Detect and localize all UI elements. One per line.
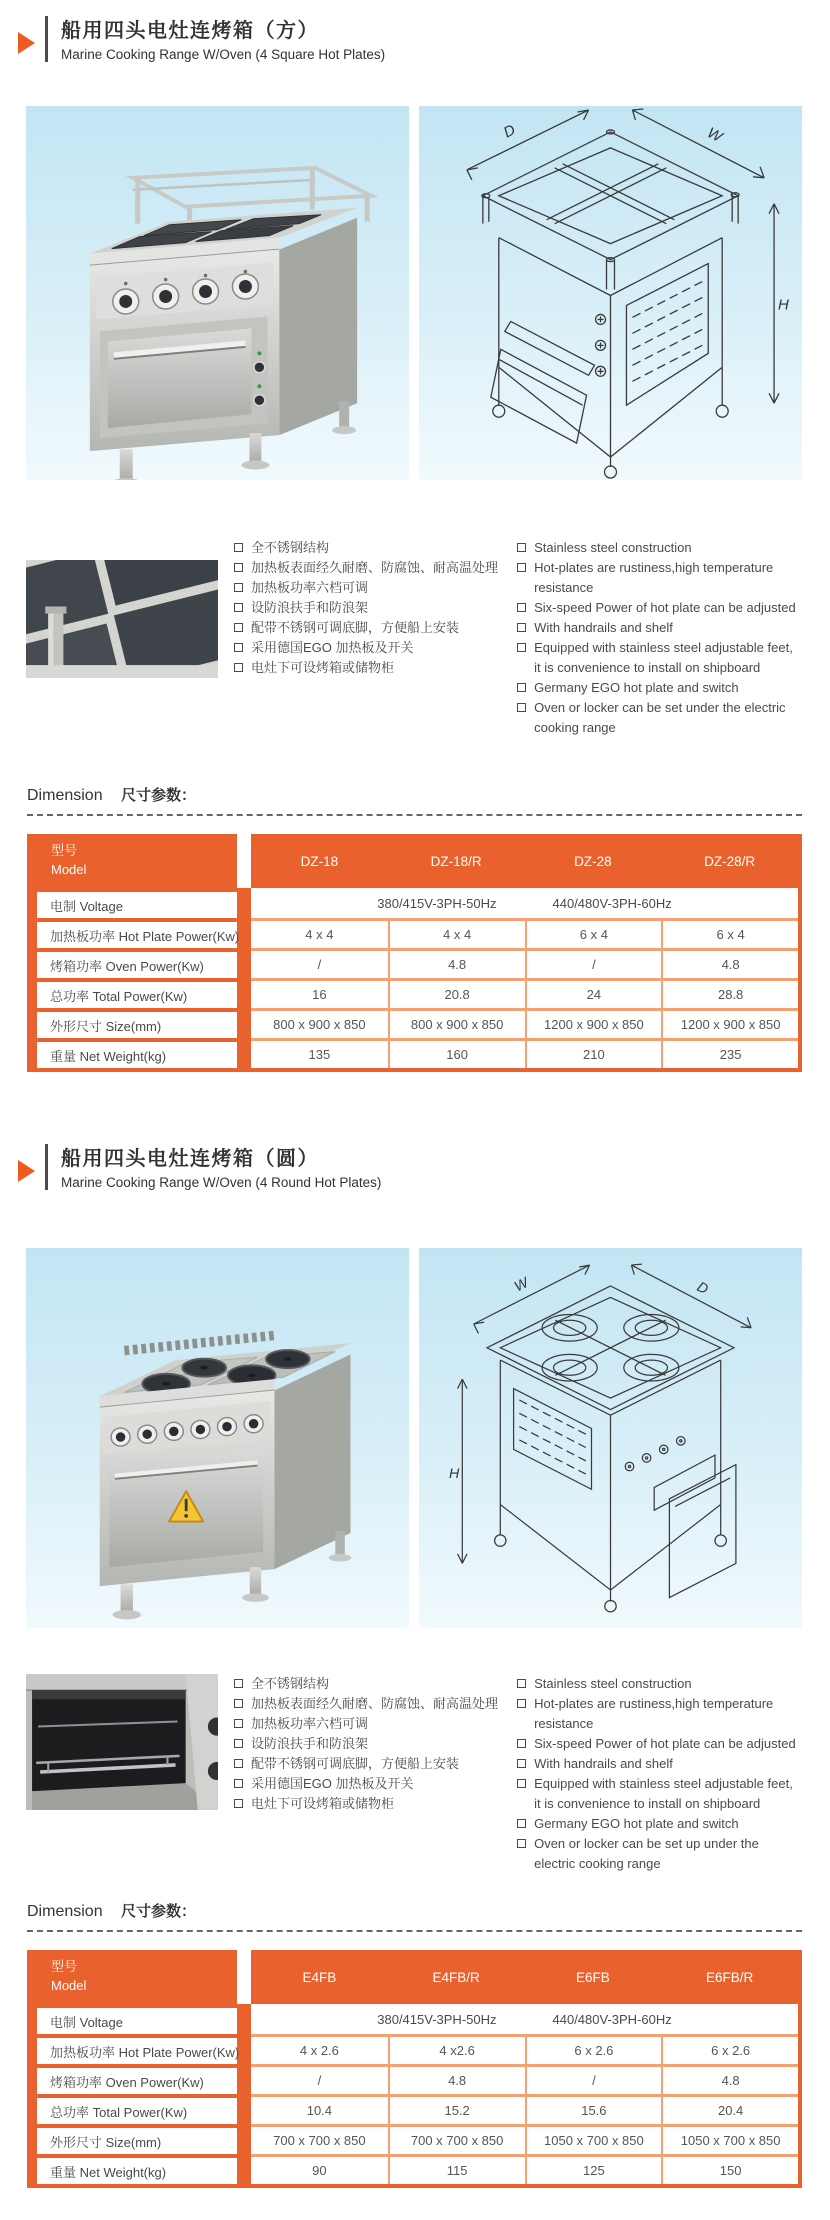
feature-list-en xyxy=(517,1674,802,1874)
features-row xyxy=(26,538,802,738)
value-cell: 1200 x 900 x 850 xyxy=(661,1008,798,1038)
feature-text: Hot-plates are rustiness,high temperature resistance xyxy=(534,1696,774,1731)
page-title-zh: 船用四头电灶连烤箱（圆） xyxy=(61,1148,319,1170)
value-cell: 1200 x 900 x 850 xyxy=(525,1008,662,1038)
dimension-label-width: W xyxy=(704,124,725,146)
feature-item xyxy=(234,558,501,578)
feature-text: 配带不锈钢可调底脚，方便船上安装 xyxy=(251,1756,460,1771)
dimension-heading xyxy=(27,784,802,816)
product-image-row xyxy=(26,1248,802,1628)
value-cell: 800 x 900 x 850 xyxy=(251,1008,388,1038)
feature-list-zh xyxy=(234,1674,501,1874)
checkbox-icon xyxy=(234,1779,243,1788)
value-cell: 4.8 xyxy=(661,948,798,978)
dimension-heading-en: Dimension xyxy=(27,1903,103,1920)
page-title-en: Marine Cooking Range W/Oven (4 Round Hot Plates) xyxy=(61,1175,382,1190)
model-name-cell: E4FB xyxy=(251,1950,388,2004)
section-round-hotplates xyxy=(0,1142,830,2188)
value-cell: 28.8 xyxy=(661,978,798,1008)
row-label-cell: 电制 Voltage xyxy=(37,888,251,918)
feature-text: 全不锈钢结构 xyxy=(251,540,330,555)
checkbox-icon xyxy=(234,1679,243,1688)
value-cell: 235 xyxy=(661,1038,798,1068)
feature-item xyxy=(234,1674,501,1694)
row-label-cell: 烤箱功率 Oven Power(Kw) xyxy=(37,2064,251,2094)
value-cell: 150 xyxy=(661,2154,798,2184)
section-square-hotplates xyxy=(0,14,830,1072)
feature-text: 电灶下可设烤箱或储物柜 xyxy=(251,1796,395,1811)
dimension-label-height: H xyxy=(778,296,789,314)
feature-text: Oven or locker can be set under the electric cooking range xyxy=(534,700,786,735)
product-drawing-panel xyxy=(419,1248,802,1628)
value-cell: 700 x 700 x 850 xyxy=(251,2124,388,2154)
section-arrow-icon xyxy=(18,1160,35,1182)
feature-item xyxy=(234,1734,501,1754)
value-cell: 4 x 2.6 xyxy=(251,2034,388,2064)
voltage-value: 440/480V-3PH-60Hz xyxy=(552,895,672,911)
feature-text: 加热板功率六档可调 xyxy=(251,580,369,595)
model-label-en: Model xyxy=(51,862,87,877)
checkbox-icon xyxy=(517,1739,526,1748)
section-title-block xyxy=(18,1142,830,1190)
feature-text: Stainless steel construction xyxy=(534,540,692,555)
feature-item xyxy=(234,658,501,678)
feature-item xyxy=(517,1674,802,1694)
feature-text: Hot-plates are rustiness,high temperature resistance xyxy=(534,560,774,595)
feature-text: 设防浪扶手和防浪架 xyxy=(251,1736,369,1751)
row-label-cell: 电制 Voltage xyxy=(37,2004,251,2034)
value-cell: 90 xyxy=(251,2154,388,2184)
feature-text: 配带不锈钢可调底脚，方便船上安装 xyxy=(251,620,460,635)
spec-table-wrap xyxy=(27,834,802,1072)
checkbox-icon xyxy=(234,563,243,572)
dimension-heading-zh: 尺寸参数： xyxy=(121,1903,197,1920)
feature-text: 采用德国EGO 加热板及开关 xyxy=(251,1776,414,1791)
page-title-zh: 船用四头电灶连烤箱（方） xyxy=(61,20,319,42)
model-label-zh: 型号 xyxy=(51,1959,78,1975)
feature-text: Six-speed Power of hot plate can be adjusted xyxy=(534,600,796,615)
voltage-values-cell xyxy=(251,2004,798,2034)
value-cell: 1050 x 700 x 850 xyxy=(661,2124,798,2154)
table-row xyxy=(37,2064,798,2094)
voltage-value: 440/480V-3PH-60Hz xyxy=(552,2011,672,2027)
title-text xyxy=(61,14,385,62)
dimension-label-depth: D xyxy=(500,121,519,142)
checkbox-icon xyxy=(517,643,526,652)
row-label-cell: 加热板功率 Hot Plate Power(Kw) xyxy=(37,2034,251,2064)
table-row xyxy=(37,2124,798,2154)
feature-item xyxy=(234,598,501,618)
table-row xyxy=(37,1038,798,1068)
model-name-cell: DZ-18/R xyxy=(388,834,525,888)
value-cell: 20.4 xyxy=(661,2094,798,2124)
feature-list-en xyxy=(517,538,802,738)
dimension-label-depth: D xyxy=(694,1279,711,1299)
checkbox-icon xyxy=(234,1699,243,1708)
feature-list-zh xyxy=(234,538,501,738)
feature-item xyxy=(517,678,802,698)
checkbox-icon xyxy=(517,1779,526,1788)
feature-item xyxy=(234,1694,501,1714)
feature-text: With handrails and shelf xyxy=(534,1756,673,1771)
features-row xyxy=(26,1674,802,1874)
feature-text: Stainless steel construction xyxy=(534,1676,692,1691)
table-row xyxy=(37,1008,798,1038)
checkbox-icon xyxy=(517,683,526,692)
feature-text: 加热板表面经久耐磨、防腐蚀、耐高温处理 xyxy=(251,1696,499,1711)
model-name-cell: DZ-28 xyxy=(525,834,662,888)
feature-text: Equipped with stainless steel adjustable feet, it is convenience to install on shipboard xyxy=(534,640,793,675)
model-label-zh: 型号 xyxy=(51,843,78,859)
row-label-cell: 总功率 Total Power(Kw) xyxy=(37,978,251,1008)
value-cell: 6 x 4 xyxy=(661,918,798,948)
value-cell: / xyxy=(525,948,662,978)
model-name-cell: E6FB xyxy=(525,1950,662,2004)
spec-table xyxy=(27,1950,802,2188)
feature-text: 全不锈钢结构 xyxy=(251,1676,330,1691)
product-photo-panel xyxy=(26,106,409,480)
table-row xyxy=(37,2094,798,2124)
checkbox-icon xyxy=(234,1759,243,1768)
spec-table xyxy=(27,834,802,1072)
value-cell: / xyxy=(251,948,388,978)
table-row xyxy=(37,2154,798,2184)
feature-item xyxy=(517,1774,802,1814)
checkbox-icon xyxy=(517,603,526,612)
feature-text: Six-speed Power of hot plate can be adjusted xyxy=(534,1736,796,1751)
feature-text: 设防浪扶手和防浪架 xyxy=(251,600,369,615)
feature-item xyxy=(517,1734,802,1754)
value-cell: 4 x 4 xyxy=(388,918,525,948)
dimension-label-width: W xyxy=(511,1274,532,1296)
table-row xyxy=(37,918,798,948)
feature-photo-oven xyxy=(26,1674,218,1874)
checkbox-icon xyxy=(234,583,243,592)
model-name-cell: E6FB/R xyxy=(661,1950,798,2004)
value-cell: 4.8 xyxy=(388,2064,525,2094)
feature-item xyxy=(517,698,802,738)
checkbox-icon xyxy=(234,1719,243,1728)
feature-text: Germany EGO hot plate and switch xyxy=(534,1816,739,1831)
feature-text: Equipped with stainless steel adjustable feet, it is convenience to install on shipboard xyxy=(534,1776,793,1811)
value-cell: 115 xyxy=(388,2154,525,2184)
feature-text: 电灶下可设烤箱或储物柜 xyxy=(251,660,395,675)
feature-text: Oven or locker can be set up under the electric cooking range xyxy=(534,1836,759,1871)
feature-text: 加热板表面经久耐磨、防腐蚀、耐高温处理 xyxy=(251,560,499,575)
product-photo-square-illustration xyxy=(26,106,409,480)
checkbox-icon xyxy=(517,1759,526,1768)
product-image-row xyxy=(26,106,802,480)
product-photo-round-illustration xyxy=(26,1248,409,1628)
feature-item xyxy=(517,1754,802,1774)
checkbox-icon xyxy=(517,1699,526,1708)
model-name-cell: E4FB/R xyxy=(388,1950,525,2004)
feature-item xyxy=(517,618,802,638)
feature-item xyxy=(234,1774,501,1794)
value-cell: / xyxy=(525,2064,662,2094)
feature-item xyxy=(517,1814,802,1834)
checkbox-icon xyxy=(517,623,526,632)
oven-interior-illustration xyxy=(26,1674,218,1810)
feature-item xyxy=(234,618,501,638)
feature-item xyxy=(234,578,501,598)
value-cell: 1050 x 700 x 850 xyxy=(525,2124,662,2154)
feature-item xyxy=(234,1754,501,1774)
feature-item xyxy=(234,638,501,658)
value-cell: 16 xyxy=(251,978,388,1008)
row-label-cell: 重量 Net Weight(kg) xyxy=(37,1038,251,1068)
model-label-en: Model xyxy=(51,1978,87,1993)
product-drawing-square-illustration xyxy=(419,106,802,480)
model-header-row xyxy=(37,1950,798,2004)
checkbox-icon xyxy=(517,563,526,572)
feature-item xyxy=(234,1714,501,1734)
title-text xyxy=(61,1142,381,1190)
feature-item xyxy=(517,638,802,678)
voltage-values-cell xyxy=(251,888,798,918)
value-cell: 20.8 xyxy=(388,978,525,1008)
checkbox-icon xyxy=(234,1739,243,1748)
row-label-cell: 外形尺寸 Size(mm) xyxy=(37,2124,251,2154)
feature-text: 加热板功率六档可调 xyxy=(251,1716,369,1731)
checkbox-icon xyxy=(517,1819,526,1828)
checkbox-icon xyxy=(517,1679,526,1688)
feature-item xyxy=(517,538,802,558)
model-header-row xyxy=(37,834,798,888)
row-label-cell: 总功率 Total Power(Kw) xyxy=(37,2094,251,2124)
value-cell: 6 x 2.6 xyxy=(661,2034,798,2064)
dimension-heading-en: Dimension xyxy=(27,787,103,804)
row-label-cell: 重量 Net Weight(kg) xyxy=(37,2154,251,2184)
checkbox-icon xyxy=(234,643,243,652)
value-cell: 10.4 xyxy=(251,2094,388,2124)
value-cell: 6 x 2.6 xyxy=(525,2034,662,2064)
value-cell: 135 xyxy=(251,1038,388,1068)
feature-text: Germany EGO hot plate and switch xyxy=(534,680,739,695)
feature-item xyxy=(517,558,802,598)
checkbox-icon xyxy=(234,663,243,672)
feature-item xyxy=(517,1834,802,1874)
feature-item xyxy=(234,1794,501,1814)
value-cell: 24 xyxy=(525,978,662,1008)
value-cell: 800 x 900 x 850 xyxy=(388,1008,525,1038)
dimension-heading xyxy=(27,1900,802,1932)
row-label-cell: 外形尺寸 Size(mm) xyxy=(37,1008,251,1038)
value-cell: 4.8 xyxy=(661,2064,798,2094)
checkbox-icon xyxy=(234,603,243,612)
section-arrow-icon xyxy=(18,32,35,54)
model-name-cell: DZ-28/R xyxy=(661,834,798,888)
value-cell: 4 x 4 xyxy=(251,918,388,948)
feature-text: With handrails and shelf xyxy=(534,620,673,635)
model-header-cell xyxy=(37,1950,251,2004)
title-divider xyxy=(45,1144,48,1190)
feature-item xyxy=(234,538,501,558)
table-row xyxy=(37,948,798,978)
product-photo-panel xyxy=(26,1248,409,1628)
dimension-label-height: H xyxy=(449,1465,460,1482)
dimension-heading-zh: 尺寸参数： xyxy=(121,787,197,804)
value-cell: 4.8 xyxy=(388,948,525,978)
hotplate-closeup-illustration xyxy=(26,560,218,678)
voltage-row xyxy=(37,888,798,918)
product-drawing-round-illustration xyxy=(419,1248,802,1628)
value-cell: 6 x 4 xyxy=(525,918,662,948)
value-cell: 160 xyxy=(388,1038,525,1068)
checkbox-icon xyxy=(234,1799,243,1808)
spec-table-wrap xyxy=(27,1950,802,2188)
title-divider xyxy=(45,16,48,62)
voltage-value: 380/415V-3PH-50Hz xyxy=(377,2011,497,2027)
value-cell: 15.6 xyxy=(525,2094,662,2124)
model-header-cell xyxy=(37,834,251,888)
value-cell: 15.2 xyxy=(388,2094,525,2124)
model-name-cell: DZ-18 xyxy=(251,834,388,888)
feature-item xyxy=(517,1694,802,1734)
voltage-row xyxy=(37,2004,798,2034)
checkbox-icon xyxy=(517,1839,526,1848)
voltage-value: 380/415V-3PH-50Hz xyxy=(377,895,497,911)
value-cell: 210 xyxy=(525,1038,662,1068)
checkbox-icon xyxy=(234,543,243,552)
checkbox-icon xyxy=(517,543,526,552)
feature-item xyxy=(517,598,802,618)
checkbox-icon xyxy=(234,623,243,632)
row-label-cell: 烤箱功率 Oven Power(Kw) xyxy=(37,948,251,978)
value-cell: 4 x2.6 xyxy=(388,2034,525,2064)
table-row xyxy=(37,2034,798,2064)
value-cell: 125 xyxy=(525,2154,662,2184)
row-label-cell: 加热板功率 Hot Plate Power(Kw) xyxy=(37,918,251,948)
page-title-en: Marine Cooking Range W/Oven (4 Square Hot Plates) xyxy=(61,47,386,62)
table-row xyxy=(37,978,798,1008)
feature-text: 采用德国EGO 加热板及开关 xyxy=(251,640,414,655)
checkbox-icon xyxy=(517,703,526,712)
value-cell: / xyxy=(251,2064,388,2094)
section-title-block xyxy=(18,14,830,62)
product-drawing-panel xyxy=(419,106,802,480)
value-cell: 700 x 700 x 850 xyxy=(388,2124,525,2154)
feature-photo-hotplates xyxy=(26,560,218,738)
